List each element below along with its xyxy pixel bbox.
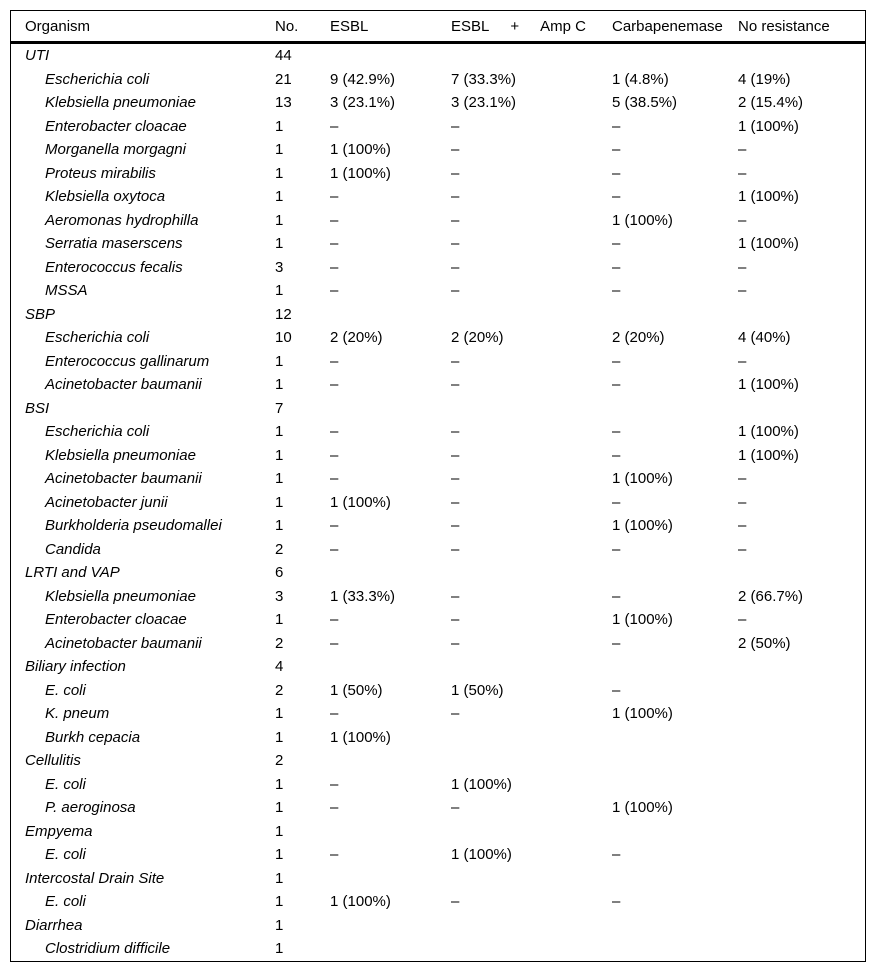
table-row (11, 608, 865, 632)
no-cell: 1 (275, 188, 284, 205)
no-cell: 1 (275, 728, 284, 746)
table-body (11, 44, 865, 961)
carbapenemase-cell: – (612, 587, 621, 605)
organism-name-cell: Enterococcus gallinarum (45, 352, 210, 370)
esbl-ampc-cell: – (451, 211, 460, 229)
carbapenemase-cell: 5 (38.5%) (612, 94, 678, 111)
esbl-cell: 1 (100%) (330, 164, 391, 182)
table-row (11, 185, 865, 209)
no-resistance-cell: – (738, 517, 747, 534)
esbl-cell: 1 (33.3%) (330, 587, 396, 605)
carbapenemase-cell: – (612, 188, 621, 205)
organism-name-cell: Klebsiella pneumoniae (45, 446, 196, 464)
carbapenemase-cell: – (612, 258, 621, 276)
organism-name-cell: Escherichia coli (45, 70, 150, 88)
esbl-cell: 1 (100%) (330, 141, 391, 158)
table-row (11, 467, 865, 491)
no-resistance-cell: 1 (100%) (738, 188, 799, 205)
esbl-cell: – (330, 846, 339, 863)
table-header-row (11, 11, 865, 44)
organism-name-cell: E. coli (45, 681, 86, 699)
no-resistance-cell: 2 (15.4%) (738, 94, 804, 111)
esbl-cell: – (330, 235, 339, 252)
esbl-cell: 3 (23.1%) (330, 94, 396, 111)
no-resistance-cell: – (738, 282, 747, 299)
no-cell: 1 (275, 352, 284, 370)
esbl-cell: – (330, 705, 339, 722)
esbl-cell: – (330, 258, 339, 276)
esbl-ampc-cell: – (451, 117, 460, 135)
esbl-ampc-cell: – (451, 141, 460, 158)
esbl-ampc-cell: – (451, 611, 460, 628)
column-header-carbapenemase: Carbapenemase (612, 17, 723, 35)
esbl-cell: – (330, 634, 339, 652)
no-cell: 1 (275, 869, 284, 887)
infection-group-cell: Diarrhea (25, 916, 83, 934)
esbl-ampc-cell: – (451, 282, 460, 299)
no-resistance-cell: – (738, 493, 747, 511)
table-row (11, 279, 865, 303)
no-cell: 1 (275, 799, 284, 816)
table-row (11, 68, 865, 92)
no-cell: 4 (275, 658, 284, 675)
organism-name-cell: Clostridium difficile (45, 940, 171, 957)
table-row (11, 585, 865, 609)
carbapenemase-cell: – (612, 846, 621, 863)
organism-name-cell: Klebsiella pneumoniae (45, 94, 196, 111)
organism-name-cell: Acinetobacter baumanii (45, 634, 202, 652)
no-cell: 2 (275, 634, 284, 652)
carbapenemase-cell: – (612, 446, 621, 464)
no-cell: 1 (275, 141, 284, 158)
table-row (11, 138, 865, 162)
no-cell: 1 (275, 893, 284, 910)
infection-group-cell: UTI (25, 47, 50, 64)
esbl-ampc-cell: 7 (33.3%) (451, 70, 517, 88)
esbl-ampc-cell: – (451, 446, 460, 464)
esbl-ampc-token-esbl: ESBL (451, 17, 490, 35)
organism-name-cell: Escherichia coli (45, 423, 150, 440)
carbapenemase-cell: 2 (20%) (612, 329, 665, 346)
no-resistance-cell: 1 (100%) (738, 423, 799, 440)
esbl-ampc-cell: 2 (20%) (451, 329, 504, 346)
esbl-ampc-cell: – (451, 517, 460, 534)
table-row (11, 420, 865, 444)
no-resistance-cell: 1 (100%) (738, 446, 799, 464)
no-cell: 44 (275, 47, 292, 64)
table-row (11, 655, 865, 679)
table-row (11, 373, 865, 397)
esbl-ampc-cell: 1 (100%) (451, 775, 512, 793)
esbl-ampc-cell: – (451, 893, 460, 910)
table-row (11, 749, 865, 773)
carbapenemase-cell: – (612, 282, 621, 299)
esbl-ampc-cell: – (451, 164, 460, 182)
table-row (11, 209, 865, 233)
no-resistance-cell: – (738, 164, 747, 182)
carbapenemase-cell: – (612, 352, 621, 370)
infection-group-cell: Cellulitis (25, 752, 81, 769)
esbl-ampc-cell: 1 (50%) (451, 681, 504, 699)
esbl-cell: 2 (20%) (330, 329, 383, 346)
column-header-organism: Organism (25, 17, 91, 35)
no-cell: 1 (275, 611, 284, 628)
carbapenemase-cell: – (612, 141, 621, 158)
no-resistance-cell: – (738, 258, 747, 276)
table-row (11, 350, 865, 374)
organism-name-cell: Escherichia coli (45, 329, 150, 346)
esbl-cell: 1 (100%) (330, 893, 391, 910)
organism-name-cell: Enterobacter cloacae (45, 117, 187, 135)
organism-name-cell: Serratia maserscens (45, 235, 183, 252)
table-row (11, 702, 865, 726)
organism-name-cell: Enterobacter cloacae (45, 611, 187, 628)
table-row (11, 773, 865, 797)
esbl-ampc-cell: – (451, 188, 460, 205)
organism-name-cell: Burkholderia pseudomallei (45, 517, 222, 534)
no-cell: 3 (275, 258, 284, 276)
no-cell: 1 (275, 846, 284, 863)
organism-name-cell: P. aeroginosa (45, 799, 136, 816)
organism-name-cell: Acinetobacter baumanii (45, 470, 202, 487)
organism-name-cell: E. coli (45, 846, 86, 863)
no-resistance-cell: – (738, 211, 747, 229)
esbl-cell: – (330, 540, 339, 558)
carbapenemase-cell: – (612, 235, 621, 252)
resistance-table (10, 10, 866, 962)
no-cell: 1 (275, 164, 284, 182)
table-row (11, 538, 865, 562)
no-resistance-cell: – (738, 540, 747, 558)
carbapenemase-cell: – (612, 376, 621, 393)
organism-name-cell: E. coli (45, 775, 86, 793)
table-row (11, 232, 865, 256)
no-cell: 1 (275, 940, 284, 957)
table-row (11, 937, 865, 961)
carbapenemase-cell: 1 (100%) (612, 799, 673, 816)
esbl-cell: – (330, 376, 339, 393)
no-resistance-cell: 4 (19%) (738, 70, 791, 88)
carbapenemase-cell: – (612, 117, 621, 135)
carbapenemase-cell: – (612, 634, 621, 652)
infection-group-cell: LRTI and VAP (25, 564, 120, 581)
esbl-cell: 1 (100%) (330, 728, 391, 746)
infection-group-cell: BSI (25, 399, 50, 417)
table-row (11, 632, 865, 656)
carbapenemase-cell: 1 (100%) (612, 211, 673, 229)
no-cell: 10 (275, 329, 292, 346)
esbl-cell: – (330, 517, 339, 534)
esbl-cell: – (330, 188, 339, 205)
table-row (11, 397, 865, 421)
infection-group-cell: SBP (25, 305, 56, 323)
carbapenemase-cell: – (612, 493, 621, 511)
organism-name-cell: Enterococcus fecalis (45, 258, 183, 276)
no-cell: 21 (275, 70, 292, 88)
no-resistance-cell: 4 (40%) (738, 329, 791, 346)
no-resistance-cell: – (738, 611, 747, 628)
organism-name-cell: Klebsiella oxytoca (45, 188, 166, 205)
esbl-ampc-cell: – (451, 634, 460, 652)
organism-name-cell: Burkh cepacia (45, 728, 141, 746)
esbl-cell: – (330, 282, 339, 299)
esbl-cell: – (330, 446, 339, 464)
no-cell: 7 (275, 399, 284, 417)
table-row (11, 514, 865, 538)
table-row (11, 326, 865, 350)
no-cell: 1 (275, 705, 284, 722)
carbapenemase-cell: 1 (100%) (612, 517, 673, 534)
no-cell: 1 (275, 423, 284, 440)
no-cell: 12 (275, 305, 292, 323)
esbl-cell: – (330, 611, 339, 628)
carbapenemase-cell: – (612, 164, 621, 182)
table-row (11, 303, 865, 327)
organism-name-cell: Acinetobacter baumanii (45, 376, 202, 393)
esbl-cell: 1 (100%) (330, 493, 391, 511)
esbl-ampc-token-ampc: Amp C (540, 17, 586, 35)
esbl-ampc-cell: – (451, 799, 460, 816)
organism-name-cell: K. pneum (45, 705, 110, 722)
table-row (11, 890, 865, 914)
esbl-ampc-cell: – (451, 540, 460, 558)
esbl-ampc-token-plus: + (510, 17, 520, 35)
no-cell: 2 (275, 540, 284, 558)
esbl-cell: 9 (42.9%) (330, 70, 396, 88)
no-cell: 1 (275, 211, 284, 229)
carbapenemase-cell: 1 (100%) (612, 611, 673, 628)
no-cell: 1 (275, 775, 284, 793)
table-row (11, 115, 865, 139)
no-cell: 1 (275, 517, 284, 534)
esbl-ampc-cell: – (451, 470, 460, 487)
esbl-ampc-cell: 1 (100%) (451, 846, 512, 863)
no-resistance-cell: 2 (50%) (738, 634, 791, 652)
table-row (11, 820, 865, 844)
esbl-cell: – (330, 352, 339, 370)
no-cell: 3 (275, 587, 284, 605)
table-row (11, 256, 865, 280)
esbl-cell: – (330, 117, 339, 135)
organism-name-cell: MSSA (45, 282, 88, 299)
column-header-esbl-ampc (451, 18, 612, 35)
esbl-ampc-cell: – (451, 587, 460, 605)
column-header-esbl: ESBL (330, 17, 369, 35)
esbl-ampc-cell: – (451, 258, 460, 276)
organism-name-cell: Acinetobacter junii (45, 493, 168, 511)
no-cell: 1 (275, 235, 284, 252)
column-header-no: No. (275, 17, 299, 35)
esbl-cell: – (330, 799, 339, 816)
table-row (11, 867, 865, 891)
esbl-ampc-cell: – (451, 352, 460, 370)
esbl-cell: – (330, 423, 339, 440)
table-row (11, 44, 865, 68)
esbl-ampc-cell: – (451, 376, 460, 393)
no-resistance-cell: 2 (66.7%) (738, 587, 804, 605)
no-cell: 6 (275, 564, 284, 581)
table-row (11, 796, 865, 820)
esbl-cell: – (330, 775, 339, 793)
table-row (11, 679, 865, 703)
esbl-ampc-cell: 3 (23.1%) (451, 94, 517, 111)
esbl-cell: – (330, 211, 339, 229)
no-cell: 2 (275, 752, 284, 769)
column-header-no-resistance: No resistance (738, 17, 830, 35)
no-cell: 1 (275, 822, 284, 840)
table-row (11, 914, 865, 938)
no-cell: 13 (275, 94, 292, 111)
no-resistance-cell: 1 (100%) (738, 235, 799, 252)
infection-group-cell: Biliary infection (25, 658, 126, 675)
no-cell: 1 (275, 493, 284, 511)
no-cell: 1 (275, 470, 284, 487)
organism-name-cell: Aeromonas hydrophilla (45, 211, 199, 229)
carbapenemase-cell: 1 (100%) (612, 705, 673, 722)
organism-name-cell: E. coli (45, 893, 86, 910)
no-resistance-cell: – (738, 141, 747, 158)
table-row (11, 162, 865, 186)
no-resistance-cell: – (738, 470, 747, 487)
infection-group-cell: Intercostal Drain Site (25, 869, 165, 887)
carbapenemase-cell: 1 (4.8%) (612, 70, 669, 88)
table-row (11, 843, 865, 867)
no-cell: 1 (275, 117, 284, 135)
carbapenemase-cell: – (612, 681, 621, 699)
esbl-ampc-cell: – (451, 705, 460, 722)
infection-group-cell: Empyema (25, 822, 93, 840)
table-row (11, 91, 865, 115)
organism-name-cell: Candida (45, 540, 101, 558)
no-cell: 1 (275, 282, 284, 299)
carbapenemase-cell: – (612, 540, 621, 558)
table-row (11, 491, 865, 515)
organism-name-cell: Morganella morgagni (45, 141, 186, 158)
no-resistance-cell: 1 (100%) (738, 376, 799, 393)
carbapenemase-cell: – (612, 893, 621, 910)
no-cell: 2 (275, 681, 284, 699)
organism-name-cell: Klebsiella pneumoniae (45, 587, 196, 605)
esbl-cell: 1 (50%) (330, 681, 383, 699)
esbl-ampc-cell: – (451, 235, 460, 252)
carbapenemase-cell: 1 (100%) (612, 470, 673, 487)
esbl-cell: – (330, 470, 339, 487)
no-resistance-cell: – (738, 352, 747, 370)
table-row (11, 444, 865, 468)
no-resistance-cell: 1 (100%) (738, 117, 799, 135)
table-row (11, 561, 865, 585)
no-cell: 1 (275, 446, 284, 464)
table-row (11, 726, 865, 750)
no-cell: 1 (275, 376, 284, 393)
organism-name-cell: Proteus mirabilis (45, 164, 156, 182)
no-cell: 1 (275, 916, 284, 934)
carbapenemase-cell: – (612, 423, 621, 440)
esbl-ampc-cell: – (451, 423, 460, 440)
esbl-ampc-cell: – (451, 493, 460, 511)
